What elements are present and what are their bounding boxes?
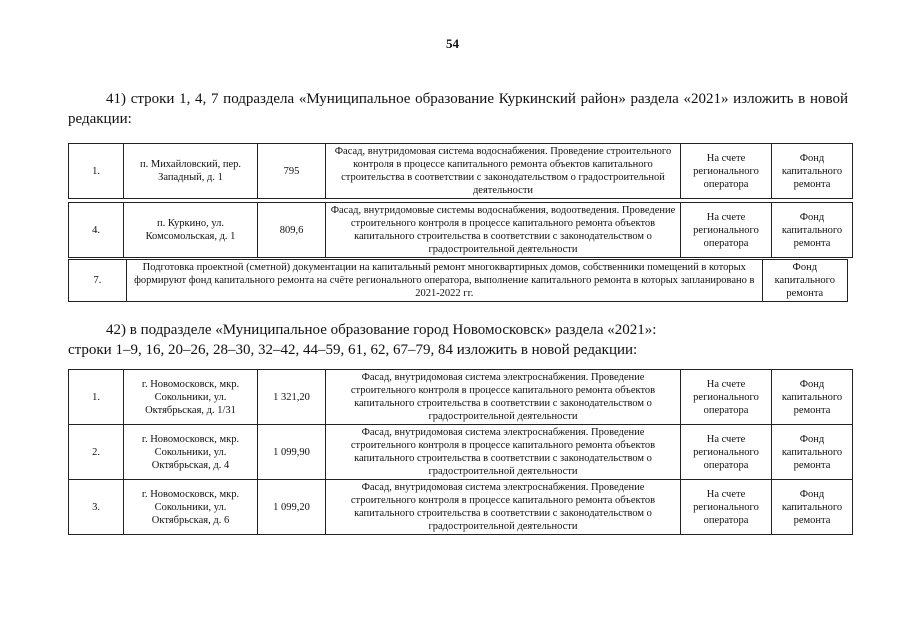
table-row <box>69 425 853 480</box>
row-fund: Фонд капитального ремонта <box>772 480 853 535</box>
page-number: 54 <box>446 36 459 51</box>
row-area: 795 <box>258 144 326 199</box>
table-row <box>69 370 853 425</box>
row-number: 2. <box>69 425 124 480</box>
table-row <box>69 260 848 302</box>
row-address: г. Новомосковск, мкр. Сокольники, ул. Октябрьская, д. 6 <box>124 480 258 535</box>
row-account: На счете регионального оператора <box>681 480 772 535</box>
row-address: г. Новомосковск, мкр. Сокольники, ул. Октябрьская, д. 1/31 <box>124 370 258 425</box>
row-number: 4. <box>69 203 124 258</box>
item-42-line-2: строки 1–9, 16, 20–26, 28–30, 32–42, 44–59, 61, 62, 67–79, 84 изложить в новой редакции: <box>68 342 638 358</box>
table-row <box>69 203 853 258</box>
row-area: 1 099,20 <box>258 480 326 535</box>
row-fund: Фонд капитального ремонта <box>772 425 853 480</box>
row-number: 3. <box>69 480 124 535</box>
item-42-paragraph <box>68 320 848 360</box>
item-41-table-row-4 <box>68 202 853 258</box>
item-41-paragraph: 41) строки 1, 4, 7 подраздела «Муниципальное образование Куркинский район» раздела «2021» изложить в новой редакции: <box>68 91 848 127</box>
row-fund: Фонд капитального ремонта <box>772 203 853 258</box>
table-row <box>69 480 853 535</box>
item-41-table-row-1 <box>68 143 853 199</box>
row-fund: Фонд капитального ремонта <box>772 144 853 199</box>
row-number: 1. <box>69 144 124 199</box>
row-address: п. Михайловский, пер. Западный, д. 1 <box>124 144 258 199</box>
item-42-table <box>68 369 853 535</box>
row-account: На счете регионального оператора <box>681 370 772 425</box>
item-42-line-1: 42) в подразделе «Муниципальное образование город Новомосковск» раздела «2021»: <box>106 322 657 338</box>
row-account: На счете регионального оператора <box>681 425 772 480</box>
row-area: 1 321,20 <box>258 370 326 425</box>
row-account: На счете регионального оператора <box>681 203 772 258</box>
row-work-description: Фасад, внутридомовая система электроснабжения. Проведение строительного контроля в процессе капитального ремонта объектов капитального строительства в соответствии с законодательством о градостроительной деятельности <box>326 480 681 535</box>
row-area: 1 099,90 <box>258 425 326 480</box>
table-row <box>69 144 853 199</box>
row-fund: Фонд капитального ремонта <box>762 260 847 302</box>
row-fund: Фонд капитального ремонта <box>772 370 853 425</box>
row-work-description: Фасад, внутридомовая система электроснабжения. Проведение строительного контроля в процессе капитального ремонта объектов капитального строительства в соответствии с законодательством о градостроительной деятельности <box>326 425 681 480</box>
row-work-description: Фасад, внутридомовые системы водоснабжения, водоотведения. Проведение строительного контроля в процессе капитального ремонта объектов капитального строительства в соответствии с законодательством о градостроительной деятельности <box>326 203 681 258</box>
row-number: 1. <box>69 370 124 425</box>
row-address: п. Куркино, ул. Комсомольская, д. 1 <box>124 203 258 258</box>
row-area: 809,6 <box>258 203 326 258</box>
row-address: г. Новомосковск, мкр. Сокольники, ул. Октябрьская, д. 4 <box>124 425 258 480</box>
row-work-description: Фасад, внутридомовая система электроснабжения. Проведение строительного контроля в процессе капитального ремонта объектов капитального строительства в соответствии с законодательством о градостроительной деятельности <box>326 370 681 425</box>
row-account: На счете регионального оператора <box>681 144 772 199</box>
row-work-description: Подготовка проектной (сметной) документации на капитальный ремонт многоквартирных домов, собственники помещений в которых формируют фонд капитального ремонта на счёте регионального оператора, выполнение капитального ремонта в которых запланировано в 2021-2022 гг. <box>126 260 762 302</box>
row-number: 7. <box>69 260 127 302</box>
item-41-table-row-7 <box>68 259 848 302</box>
row-work-description: Фасад, внутридомовая система водоснабжения. Проведение строительного контроля в процессе капитального ремонта объектов капитального строительства в соответствии с законодательством о градостроительной деятельности <box>326 144 681 199</box>
